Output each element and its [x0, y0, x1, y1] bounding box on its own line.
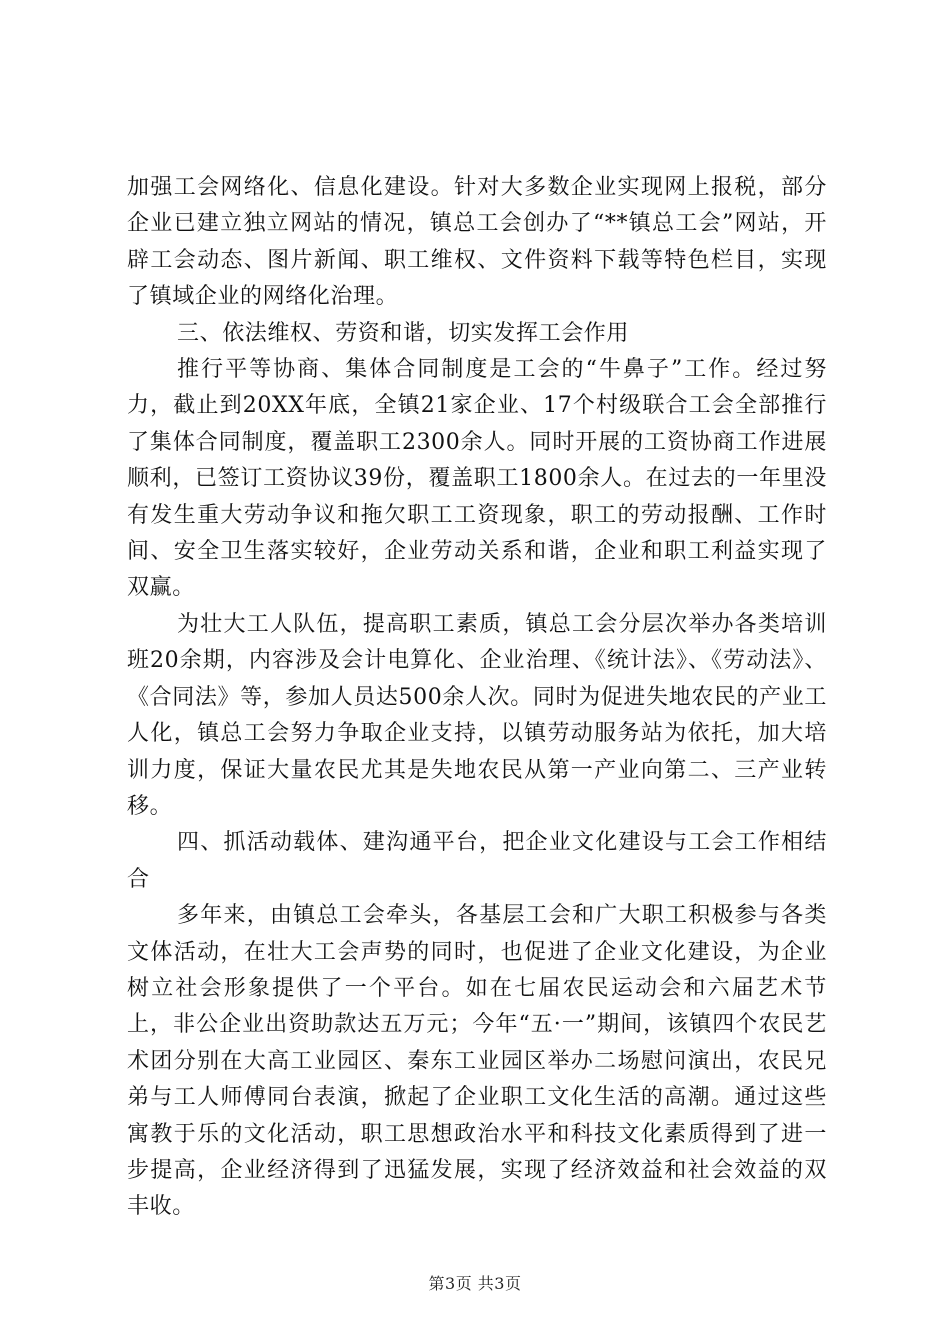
- section-heading-culture: 四、抓活动载体、建沟通平台，把企业文化建设与工会工作相结合: [127, 830, 827, 892]
- page-number-label: 第3页 共3页: [428, 1274, 522, 1293]
- paragraph-cultural-activities: 多年来，由镇总工会牵头，各基层工会和广大职工积极参与各类文体活动，在壮大工会声势的同时，也促进了企业文化建设，为企业树立社会形象提供了一个平台。如在七届农民运动会和六届艺术节上，非公企业出资助款达五万元；今年“五·一”期间，该镇四个农民艺术团分别在大高工业园区、秦东工业园区举办二场慰问演出，农民兄弟与工人师傅同台表演，掀起了企业职工文化生活的高潮。通过这些寓教于乐的文化活动，职工思想政治水平和科技文化素质得到了进一步提高，企业经济得到了迅猛发展，实现了经济效益和社会效益的双丰收。: [127, 903, 827, 1220]
- paragraph-training: 为壮大工人队伍，提高职工素质，镇总工会分层次举办各类培训班20余期，内容涉及会计电算化、企业治理、《统计法》、《劳动法》、《合同法》等，参加人员达500余人次。同时为促进失地农民的产业工人化，镇总工会努力争取企业支持，以镇劳动服务站为依托，加大培训力度，保证大量农民尤其是失地农民从第一产业向第二、三产业转移。: [127, 611, 827, 819]
- paragraph-network-construction: 加强工会网络化、信息化建设。针对大多数企业实现网上报税，部分企业已建立独立网站的情况，镇总工会创办了“**镇总工会”网站，开辟工会动态、图片新闻、职工维权、文件资料下载等特色栏目，实现了镇域企业的网络化治理。: [127, 175, 827, 310]
- paragraph-collective-contract: 推行平等协商、集体合同制度是工会的“牛鼻子”工作。经过努力，截止到20XX年底，全镇21家企业、17个村级联合工会全部推行了集体合同制度，覆盖职工2300余人。同时开展的工资协商工作进展顺利，已签订工资协议39份，覆盖职工1800余人。在过去的一年里没有发生重大劳动争议和拖欠职工工资现象，职工的劳动报酬、工作时间、安全卫生落实较好，企业劳动关系和谐，企业和职工利益实现了双赢。: [127, 357, 827, 601]
- document-body: [127, 170, 827, 1226]
- section-heading-rights: 三、依法维权、劳资和谐，切实发挥工会作用: [177, 320, 630, 346]
- page-footer: [0, 1271, 950, 1294]
